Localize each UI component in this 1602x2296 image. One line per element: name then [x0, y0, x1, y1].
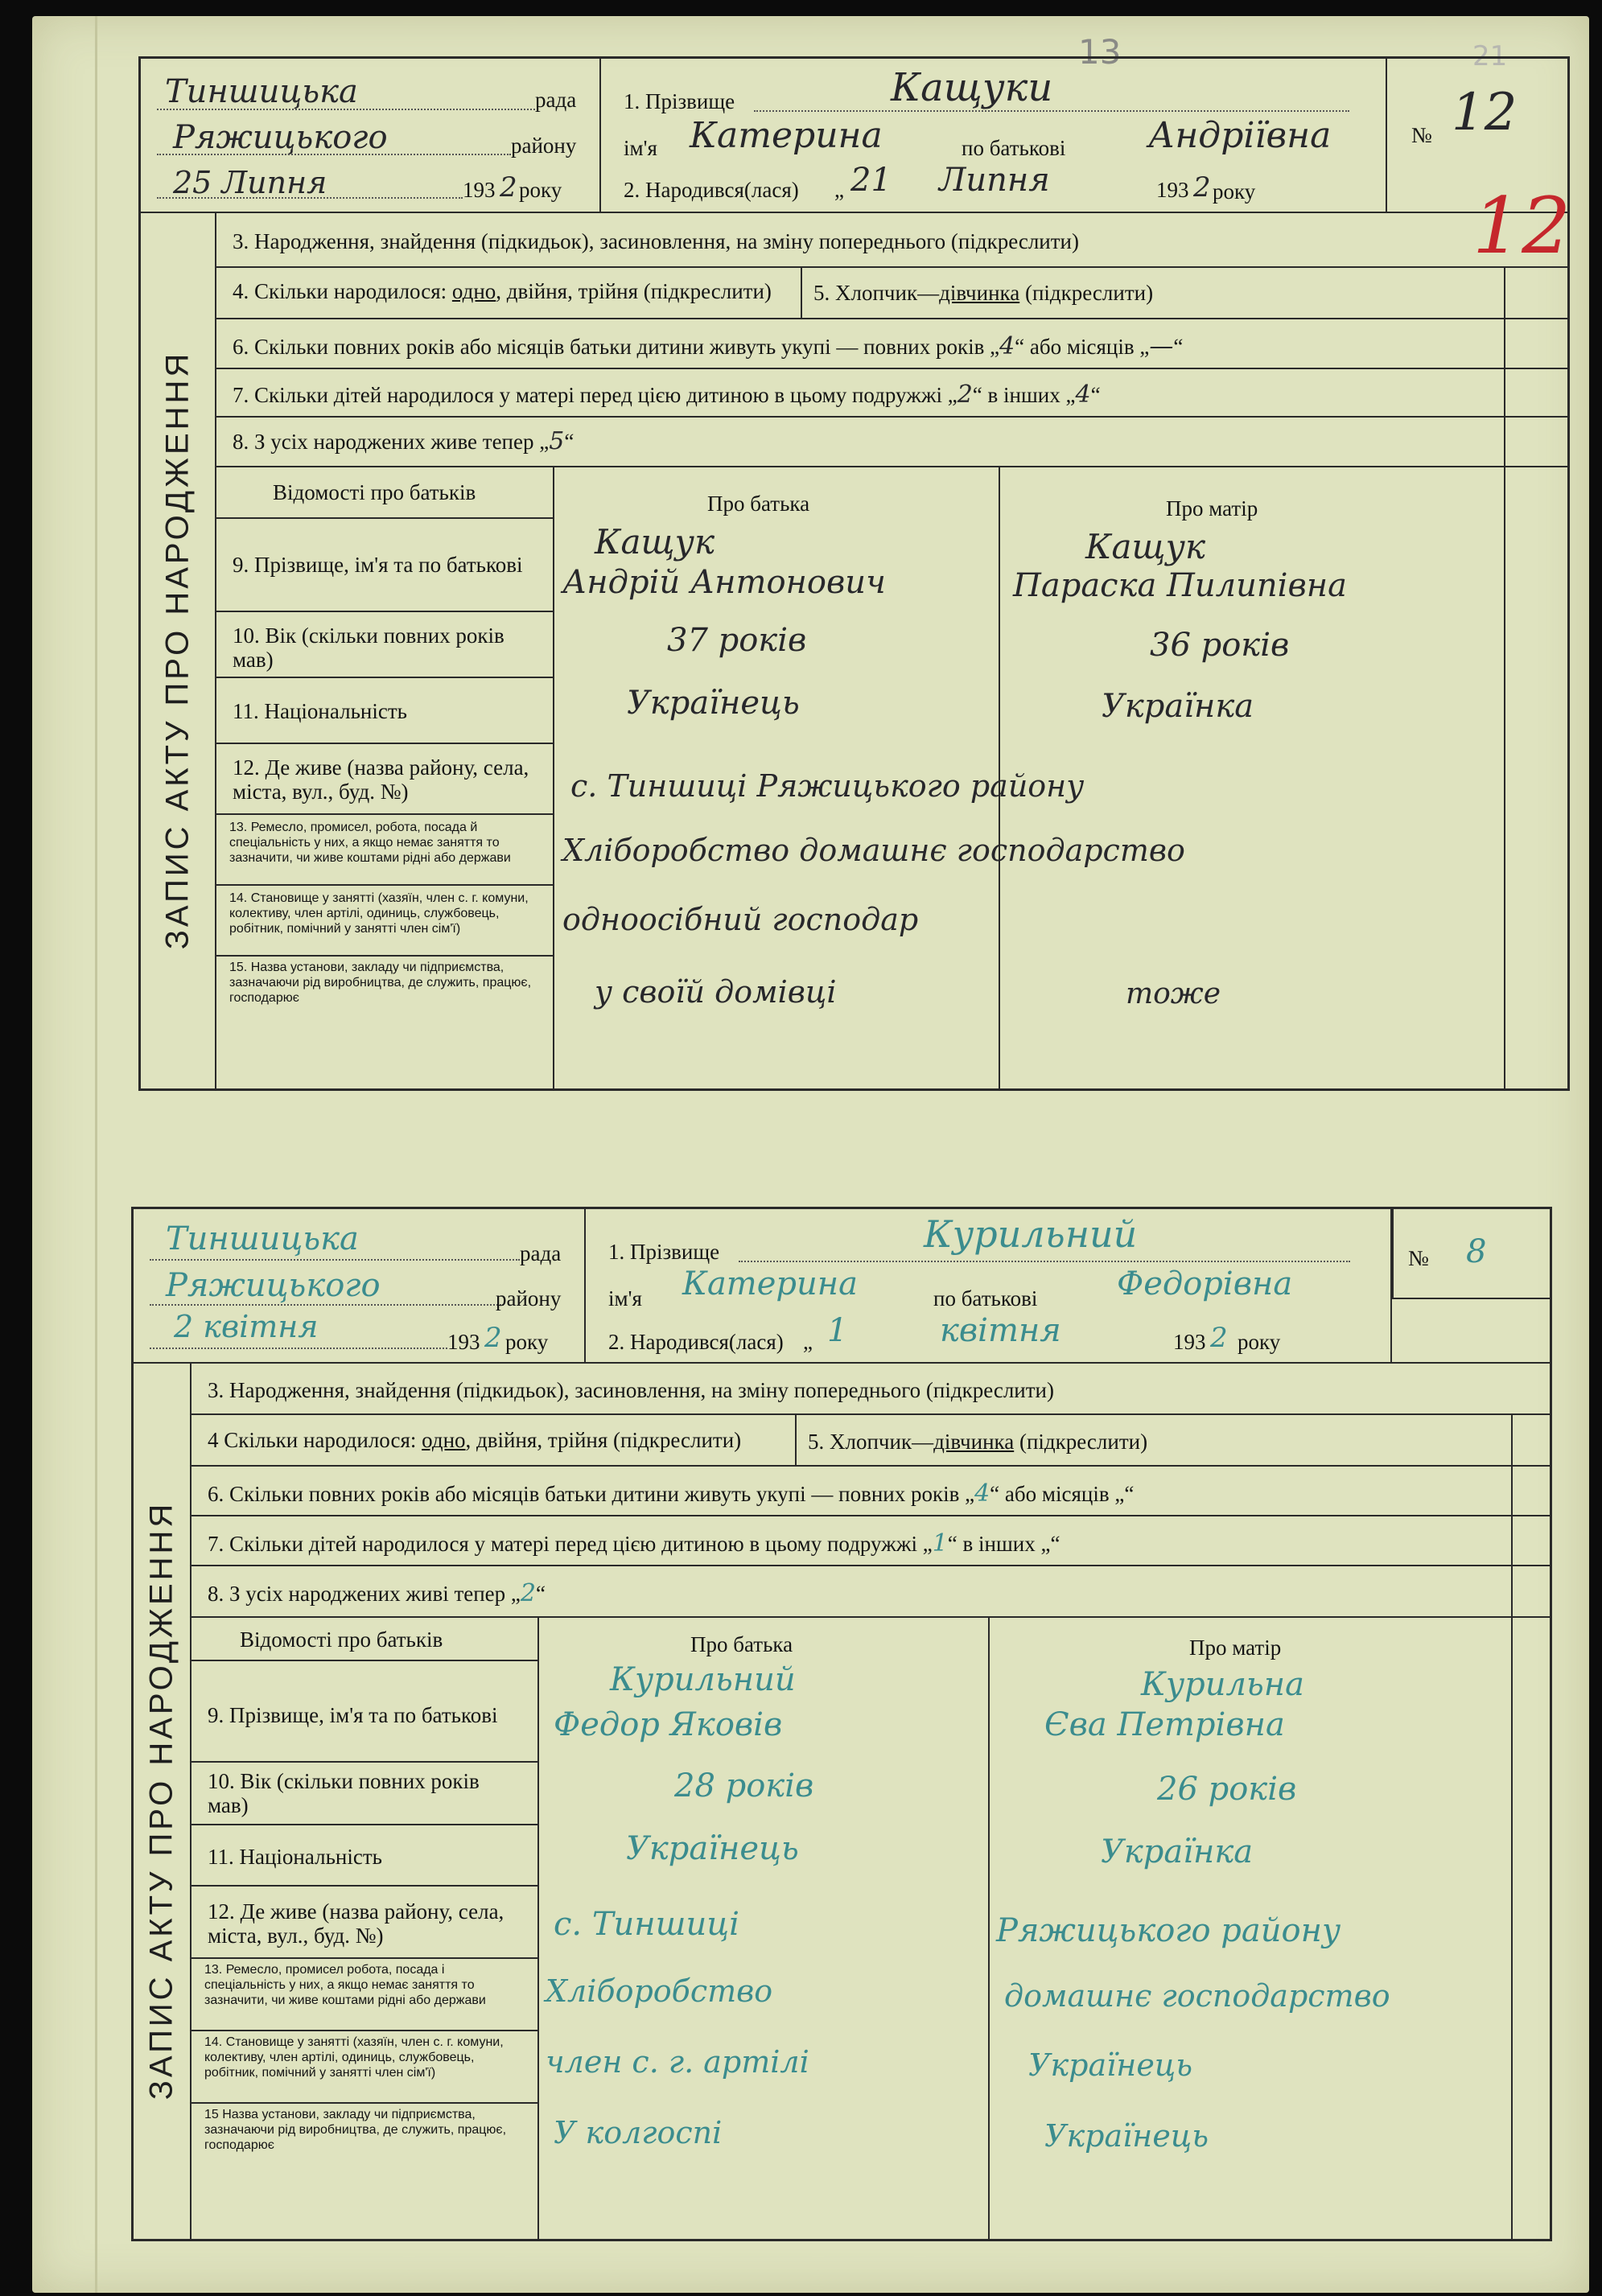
birth-record-1	[138, 56, 1570, 1091]
father-surname: Кащук	[595, 522, 715, 562]
number-label: №	[1408, 1246, 1429, 1270]
label-15: 15 Назва установи, закладу чи підприємства, зазначаючи рід виробництва, де служить, працює, господарює	[204, 2108, 507, 2152]
row-5-underlined: дівчинка	[933, 1430, 1015, 1454]
row-7	[208, 1529, 1060, 1557]
row-3: 3. Народження, знайдення (підкидьок), засиновлення, на зміну попереднього (підкреслити)	[233, 229, 1079, 253]
row-divider-vertical	[795, 1415, 797, 1465]
right-margin-line	[1511, 1415, 1513, 2239]
row-4-prefix: 4. Скільки народилося:	[233, 279, 452, 303]
employment-status-value: одноосібний господар	[562, 902, 919, 937]
corner-stamp-number: 21	[1472, 40, 1508, 72]
mother-age: 36 років	[1150, 627, 1290, 664]
page-fold-line	[95, 16, 97, 2293]
row-4-suffix: , двійня, трійня (підкреслити)	[496, 279, 772, 303]
patronymic-label: по батькові	[933, 1286, 1038, 1311]
row-6-years: 4	[974, 1479, 990, 1508]
residence-value: с. Тиншиці Ряжицького району	[570, 768, 1085, 804]
row-6-end: “	[1173, 335, 1184, 359]
label-9: 9. Прізвище, ім'я та по батькові	[233, 553, 523, 577]
row-5-suffix: (підкреслити)	[1019, 281, 1154, 305]
dotted-line	[157, 154, 511, 155]
dotted-line	[157, 109, 535, 110]
row-divider-vertical	[801, 268, 802, 318]
label-13: 13. Ремесло, промисел робота, посада і спеціальність у них, а якщо немає заняття то зазначити, чи живе коштами рідні або держави	[204, 1963, 486, 2007]
row-divider	[216, 517, 553, 519]
born-label: 2. Народився(лася)	[624, 178, 799, 202]
row-4-prefix: 4 Скільки народилося:	[208, 1428, 422, 1452]
red-registry-mark: 12	[1472, 181, 1571, 271]
district-label: району	[496, 1286, 562, 1311]
father-occupation: Хліборобство	[546, 1973, 773, 2009]
father-name: Андрій Антонович	[562, 564, 886, 601]
row-divider	[191, 1515, 1550, 1516]
row-6-months: —	[1149, 332, 1174, 360]
row-5-underlined: дівчинка	[939, 281, 1020, 305]
mother-workplace: тоже	[1126, 977, 1221, 1010]
number-label: №	[1411, 123, 1432, 147]
council-label: рада	[535, 88, 577, 112]
side-title	[134, 1362, 191, 2239]
row-divider	[191, 1465, 1550, 1467]
row-divider	[191, 1957, 537, 1959]
table-head-mother: Про матір	[1189, 1636, 1282, 1660]
born-quote: „	[803, 1330, 813, 1354]
row-5-prefix: 5. Хлопчик—	[813, 281, 940, 305]
surname-label: 1. Прізвище	[624, 89, 735, 113]
label-10: 10. Вік (скільки повних років мав)	[233, 623, 504, 672]
table-column-divider	[537, 1618, 539, 2239]
row-7-mid: “ в інших „	[947, 1532, 1051, 1556]
label-11: 11. Національність	[208, 1845, 382, 1869]
dotted-line	[157, 197, 463, 199]
label-12: 12. Де живе (назва району, села, міста, вул., буд. №)	[208, 1899, 504, 1948]
child-identity	[586, 1209, 1392, 1362]
father-age: 28 років	[674, 1767, 814, 1804]
row-divider	[191, 1660, 537, 1661]
surname-value: Кащуки	[891, 65, 1053, 110]
record-header	[141, 59, 1567, 213]
row-8-value: 5	[549, 427, 565, 455]
row-divider	[191, 1565, 1550, 1566]
row-divider	[216, 368, 1567, 369]
label-14: 14. Становище у занятті (хазяїн, член с. г. комуни, колективу, член артілі, одиниць, службовець, робітник, помічний у занятті член сім'ї)	[229, 891, 529, 936]
record-header	[134, 1209, 1550, 1364]
record-number-box	[1392, 1209, 1550, 1299]
side-title-text: ЗАПИС АКТУ ПРО НАРОДЖЕННЯ	[159, 350, 196, 950]
born-day-value: 1	[827, 1312, 848, 1349]
table-head-info: Відомості про батьків	[273, 480, 476, 504]
row-divider	[216, 466, 1567, 467]
row-7-label: 7. Скільки дітей народилося у матері перед цією дитиною в цьому подружжі „	[233, 383, 957, 407]
mother-age: 26 років	[1157, 1771, 1297, 1808]
patronymic-label: по батькові	[962, 136, 1066, 160]
label-15: 15. Назва установи, закладу чи підприємства, зазначаючи рід виробництва, де служить, працює, господарює	[229, 961, 532, 1005]
year-value: 2	[484, 1322, 502, 1354]
father-workplace: У колгоспі	[554, 2115, 723, 2150]
table-column-divider	[553, 467, 554, 1088]
mother-name: Параска Пилипівна	[1013, 567, 1347, 604]
born-quote: „	[834, 178, 844, 202]
number-value: 12	[1452, 83, 1518, 142]
father-workplace: у своїй домівці	[595, 974, 837, 1010]
born-year-prefix: 193	[1156, 178, 1189, 202]
father-residence: с. Тиншиці	[554, 1906, 739, 1943]
row-6	[208, 1479, 1134, 1508]
born-year-label: року	[1213, 179, 1256, 204]
birth-record-2	[131, 1207, 1552, 2241]
row-8	[233, 427, 574, 455]
year-label: року	[505, 1330, 549, 1354]
row-6	[233, 332, 1183, 360]
row-7-label: 7. Скільки дітей народилося у матері перед цією дитиною в цьому подружжі „	[208, 1532, 933, 1556]
table-column-divider	[988, 1618, 990, 2239]
row-divider	[191, 1616, 1550, 1618]
row-divider	[216, 318, 1567, 319]
council-value: Тиншицька	[166, 1220, 359, 1257]
year-label: року	[519, 178, 562, 202]
label-14: 14. Становище у занятті (хазяїн, член с. г. комуни, колективу, член артілі, одиниць, службовець, робітник, помічний у занятті член сім'ї)	[204, 2035, 504, 2080]
row-divider	[191, 2030, 537, 2031]
top-pencil-mark: 13	[1078, 32, 1122, 72]
surname-value: Курильний	[924, 1212, 1138, 1256]
council-label: рада	[520, 1241, 562, 1265]
dotted-line	[754, 110, 1349, 112]
name-value: Катерина	[690, 115, 883, 156]
row-8-label: 8. З усіх народжених живе тепер „	[233, 430, 550, 454]
label-10: 10. Вік (скільки повних років мав)	[208, 1769, 480, 1817]
district-value: Ряжицького	[173, 119, 388, 156]
registration-date-value: 25 Липня	[173, 165, 327, 200]
father-nationality: Українець	[626, 1830, 799, 1867]
row-7-value-a: 2	[957, 381, 973, 409]
row-6-end: “	[1124, 1482, 1135, 1506]
patronymic-value: Федорівна	[1117, 1265, 1293, 1302]
row-7-end: “	[1090, 383, 1101, 407]
born-year-value: 2	[1210, 1322, 1228, 1354]
row-4-underlined: одно	[451, 279, 496, 303]
mother-occupation: домашнє господарство	[1004, 1978, 1390, 2014]
name-label: ім'я	[608, 1286, 642, 1311]
row-8-end: “	[535, 1582, 546, 1606]
row-divider	[191, 2102, 537, 2104]
row-divider	[191, 1413, 1550, 1415]
side-title	[141, 212, 216, 1088]
council-value: Тиншицька	[165, 73, 358, 110]
father-name: Федор Яковів	[554, 1706, 783, 1743]
year-value: 2	[500, 171, 517, 204]
surname-label: 1. Прізвище	[608, 1240, 720, 1264]
label-13: 13. Ремесло, промисел, робота, посада й спеціальність у них, а якщо немає заняття то зазначити, чи живе коштами рідні або держави	[229, 821, 511, 865]
side-title-text: ЗАПИС АКТУ ПРО НАРОДЖЕННЯ	[143, 1500, 179, 2101]
right-margin-line	[1504, 268, 1505, 1088]
row-5	[813, 281, 1153, 306]
father-employment-status: член с. г. артілі	[546, 2044, 809, 2080]
father-surname: Курильний	[610, 1661, 796, 1698]
row-3: 3. Народження, знайдення (підкидьок), засиновлення, на зміну попереднього (підкреслити)	[208, 1378, 1054, 1402]
row-divider	[216, 955, 553, 957]
mother-workplace: Українець	[1044, 2118, 1209, 2154]
born-year-value: 2	[1193, 171, 1211, 204]
mother-employment-status: Українець	[1028, 2047, 1193, 2083]
row-divider	[216, 743, 553, 744]
born-month-value: квітня	[940, 1312, 1061, 1349]
row-6-years: 4	[999, 332, 1015, 360]
row-8	[208, 1579, 546, 1607]
born-label: 2. Народився(лася)	[608, 1330, 784, 1354]
row-7-value-a: 1	[932, 1529, 948, 1557]
table-head-father: Про батька	[707, 492, 810, 516]
row-7-end: “	[1050, 1532, 1060, 1556]
row-7-value-b: 4	[1075, 381, 1091, 409]
father-age: 37 років	[667, 622, 807, 659]
row-4	[208, 1428, 741, 1453]
row-divider	[191, 1885, 537, 1887]
row-7-mid: “ в інших „	[972, 383, 1076, 407]
row-6-label: 6. Скільки повних років або місяців батьки дитини живуть укупі — повних років „	[208, 1482, 975, 1506]
row-divider	[191, 1761, 537, 1763]
district-label: району	[511, 134, 577, 158]
registry-info	[141, 59, 601, 212]
dotted-line	[150, 1304, 504, 1306]
label-12: 12. Де живе (назва району, села, міста, вул., буд. №)	[233, 755, 529, 804]
row-8-end: “	[564, 430, 574, 454]
row-6-mid: “ або місяців „	[1015, 335, 1150, 359]
row-8-value: 2	[520, 1579, 536, 1607]
born-day-value: 21	[850, 162, 892, 199]
row-divider	[216, 813, 553, 815]
born-year-label: року	[1238, 1330, 1281, 1354]
child-identity	[601, 59, 1387, 212]
number-value: 8	[1466, 1233, 1487, 1270]
born-month-value: Липня	[939, 162, 1050, 199]
row-5-prefix: 5. Хлопчик—	[808, 1430, 934, 1454]
dotted-line	[739, 1261, 1350, 1262]
row-divider	[216, 677, 553, 678]
table-head-father: Про батька	[690, 1632, 793, 1656]
record-body	[191, 1362, 1550, 2239]
table-head-mother: Про матір	[1166, 496, 1258, 521]
dotted-line	[150, 1348, 447, 1349]
record-body	[216, 212, 1567, 1088]
mother-residence: Ряжицького району	[996, 1912, 1341, 1949]
patronymic-value: Андріївна	[1148, 115, 1332, 156]
row-divider	[191, 1824, 537, 1825]
row-7	[233, 381, 1101, 409]
row-5	[808, 1430, 1147, 1455]
born-year-prefix: 193	[1173, 1330, 1206, 1354]
row-6-mid: “ або місяців „	[990, 1482, 1125, 1506]
mother-nationality: Українка	[1101, 1833, 1254, 1870]
row-divider	[216, 884, 553, 886]
row-divider	[216, 611, 553, 612]
name-value: Катерина	[682, 1265, 858, 1302]
year-prefix: 193	[463, 178, 496, 202]
mother-surname: Кащук	[1085, 527, 1206, 566]
mother-name: Єва Петрівна	[1044, 1706, 1285, 1743]
row-divider	[216, 416, 1567, 418]
row-5-suffix: (підкреслити)	[1014, 1430, 1148, 1454]
row-6-label: 6. Скільки повних років або місяців батьки дитини живуть укупі — повних років „	[233, 335, 1000, 359]
father-nationality: Українець	[627, 685, 800, 722]
label-9: 9. Прізвище, ім'я та по батькові	[208, 1703, 498, 1727]
registration-date-value: 2 квітня	[174, 1309, 319, 1344]
table-head-info: Відомості про батьків	[240, 1627, 443, 1652]
label-11: 11. Національність	[233, 699, 407, 723]
row-8-label: 8. З усіх народжених живі тепер „	[208, 1582, 521, 1606]
name-label: ім'я	[624, 136, 657, 160]
mother-nationality: Українка	[1102, 688, 1254, 725]
row-divider	[216, 266, 1567, 268]
registry-info	[134, 1209, 586, 1362]
district-value: Ряжицького	[166, 1267, 381, 1304]
occupation-value: Хліборобство домашнє господарство	[562, 833, 1185, 868]
year-prefix: 193	[447, 1330, 480, 1354]
row-4	[233, 279, 772, 304]
row-4-suffix: , двійня, трійня (підкреслити)	[465, 1428, 742, 1452]
mother-surname: Курильна	[1141, 1666, 1304, 1703]
dotted-line	[150, 1259, 520, 1261]
row-4-underlined: одно	[422, 1428, 466, 1452]
